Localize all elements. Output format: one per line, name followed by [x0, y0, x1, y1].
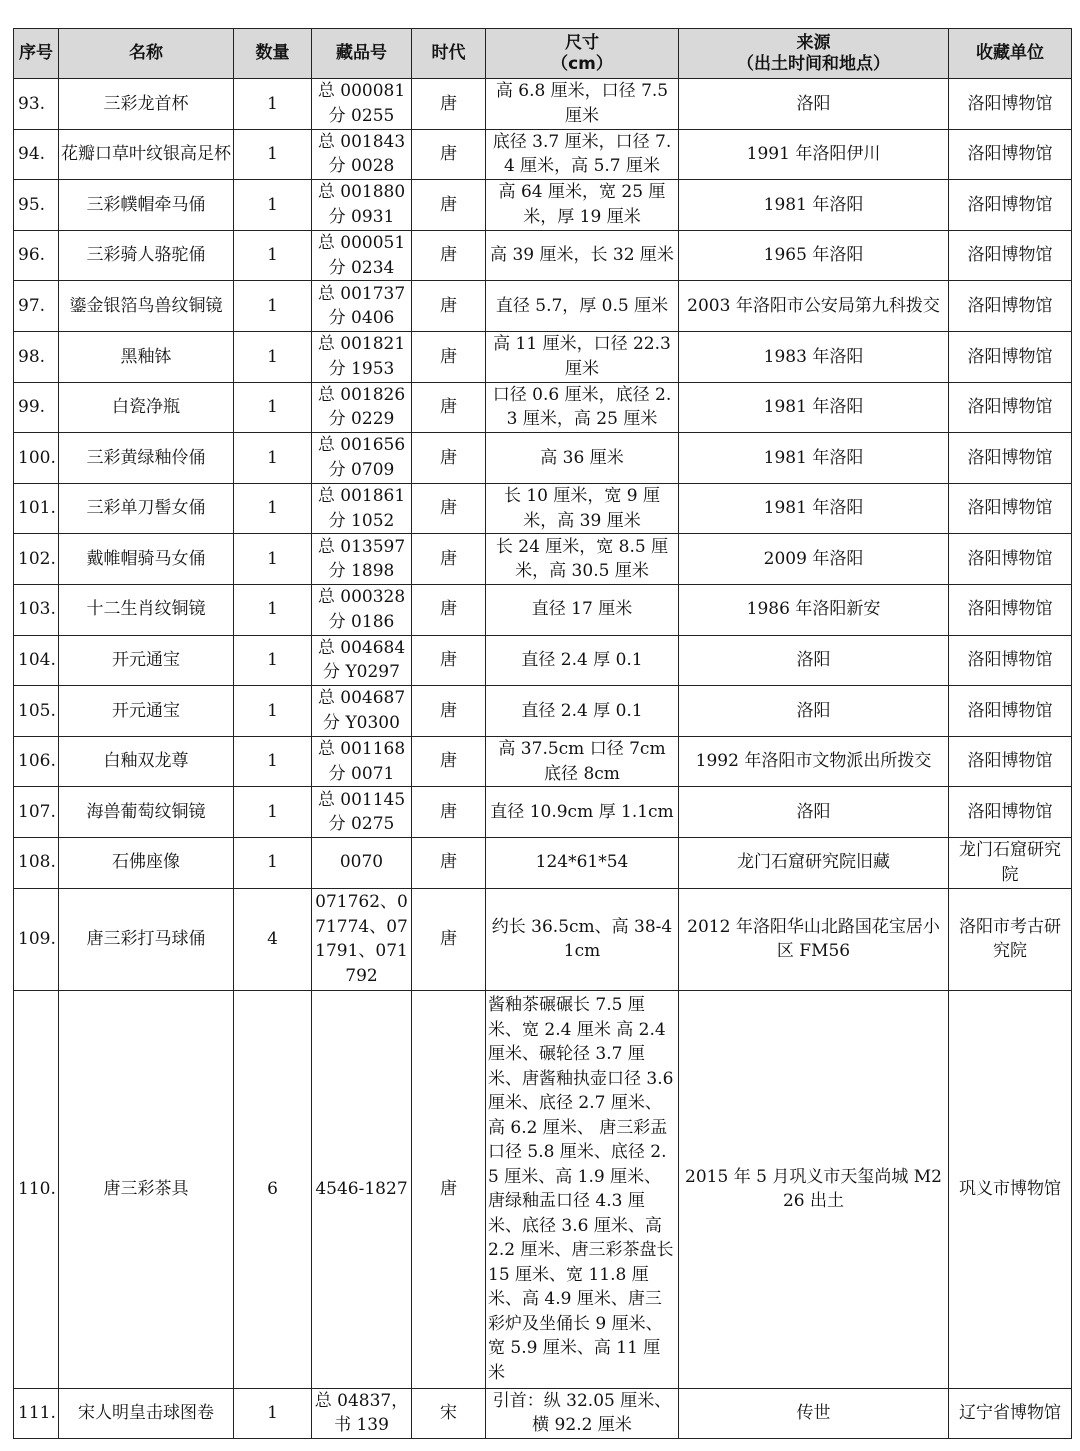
header-size-unit: （cm）: [551, 53, 613, 74]
cell-owner: 洛阳博物馆: [949, 433, 1072, 484]
header-size-label: 尺寸: [565, 32, 599, 53]
cell-index: 107.: [14, 787, 59, 838]
cell-owner: 洛阳博物馆: [949, 686, 1072, 737]
cell-name: 宋人明皇击球图卷: [59, 1388, 234, 1439]
cell-source: 1986 年洛阳新安: [679, 584, 949, 635]
header-name: 名称: [59, 29, 234, 79]
cell-owner: 洛阳博物馆: [949, 382, 1072, 433]
cell-qty: 1: [234, 635, 312, 686]
table-row: [14, 1388, 1072, 1439]
cell-era: 唐: [412, 787, 486, 838]
cell-source: 2015 年 5 月巩义市天玺尚城 M226 出土: [679, 990, 949, 1388]
cell-name: 石佛座像: [59, 837, 234, 888]
table-row: [14, 281, 1072, 332]
table-header-row: [14, 29, 1072, 79]
cell-name: 三彩黄绿釉伶俑: [59, 433, 234, 484]
cell-index: 95.: [14, 180, 59, 231]
table-row: [14, 635, 1072, 686]
header-owner: 收藏单位: [949, 29, 1072, 79]
cell-qty: 1: [234, 382, 312, 433]
table-row: [14, 382, 1072, 433]
cell-catalog: 总 001843 分 0028: [312, 129, 412, 180]
cell-era: 宋: [412, 1388, 486, 1439]
cell-source: 洛阳: [679, 79, 949, 130]
cell-source: 1965 年洛阳: [679, 230, 949, 281]
cell-index: 108.: [14, 837, 59, 888]
cell-index: 102.: [14, 534, 59, 585]
table-row: [14, 686, 1072, 737]
cell-era: 唐: [412, 990, 486, 1388]
cell-size: 底径 3.7 厘米，口径 7.4 厘米，高 5.7 厘米: [486, 129, 679, 180]
cell-catalog: 总 001656 分 0709: [312, 433, 412, 484]
table-row: [14, 990, 1072, 1388]
cell-name: 三彩龙首杯: [59, 79, 234, 130]
table-row: [14, 837, 1072, 888]
cell-qty: 1: [234, 433, 312, 484]
cell-owner: 洛阳博物馆: [949, 584, 1072, 635]
table-row: [14, 483, 1072, 534]
cell-era: 唐: [412, 331, 486, 382]
cell-owner: 辽宁省博物馆: [949, 1388, 1072, 1439]
cell-source: 1983 年洛阳: [679, 331, 949, 382]
cell-era: 唐: [412, 281, 486, 332]
cell-source: 传世: [679, 1388, 949, 1439]
cell-index: 96.: [14, 230, 59, 281]
cell-source: 1981 年洛阳: [679, 433, 949, 484]
header-size: [486, 29, 679, 79]
cell-era: 唐: [412, 79, 486, 130]
cell-name: 十二生肖纹铜镜: [59, 584, 234, 635]
table-row: [14, 534, 1072, 585]
cell-owner: 洛阳博物馆: [949, 736, 1072, 787]
cell-name: 戴帷帽骑马女俑: [59, 534, 234, 585]
cell-catalog: 0070: [312, 837, 412, 888]
cell-catalog: 总 001168 分 0071: [312, 736, 412, 787]
cell-catalog: 总 001880 分 0931: [312, 180, 412, 231]
cell-qty: 1: [234, 281, 312, 332]
cell-size: 高 39 厘米，长 32 厘米: [486, 230, 679, 281]
cell-name: 三彩骑人骆驼俑: [59, 230, 234, 281]
cell-name: 鎏金银箔鸟兽纹铜镜: [59, 281, 234, 332]
cell-era: 唐: [412, 483, 486, 534]
cell-qty: 1: [234, 736, 312, 787]
cell-catalog: 总 001826 分 0229: [312, 382, 412, 433]
cell-size: 高 64 厘米，宽 25 厘米，厚 19 厘米: [486, 180, 679, 231]
relics-table: [13, 28, 1072, 1439]
cell-era: 唐: [412, 382, 486, 433]
cell-catalog: 4546-1827: [312, 990, 412, 1388]
cell-name: 开元通宝: [59, 686, 234, 737]
cell-catalog: 总 004687 分 Y0300: [312, 686, 412, 737]
cell-source: 2003 年洛阳市公安局第九科拨交: [679, 281, 949, 332]
cell-era: 唐: [412, 534, 486, 585]
cell-qty: 1: [234, 787, 312, 838]
cell-size: 酱釉茶碾碾长 7.5 厘米、宽 2.4 厘米 高 2.4 厘米、碾轮径 3.7 厘米、唐酱釉执壶口径 3.6 厘米、底径 2.7 厘米、 高 6.2 厘米、 唐三彩盂口径 5.8 厘米、底径 2.5 厘米、高 1.9 厘米、唐绿釉盂口径 4.3 厘米、底径 3.6 厘米、高 2.2 厘米、唐三彩茶盘长 15 厘米、宽 11.8 厘米、高 4.9 厘米、唐三彩炉及坐俑长 9 厘米、宽 5.9 厘米、高 11 厘米: [486, 990, 679, 1388]
cell-era: 唐: [412, 129, 486, 180]
cell-qty: 1: [234, 837, 312, 888]
cell-qty: 1: [234, 180, 312, 231]
cell-index: 110.: [14, 990, 59, 1388]
cell-size: 直径 5.7，厚 0.5 厘米: [486, 281, 679, 332]
cell-catalog: 总 001737 分 0406: [312, 281, 412, 332]
cell-size: 引首：纵 32.05 厘米、横 92.2 厘米: [486, 1388, 679, 1439]
cell-era: 唐: [412, 888, 486, 990]
cell-source: 1981 年洛阳: [679, 382, 949, 433]
cell-owner: 洛阳市考古研究院: [949, 888, 1072, 990]
cell-name: 白釉双龙尊: [59, 736, 234, 787]
header-source-label: 来源: [796, 32, 831, 53]
cell-name: 唐三彩打马球俑: [59, 888, 234, 990]
cell-size: 124*61*54: [486, 837, 679, 888]
table-row: [14, 433, 1072, 484]
cell-qty: 1: [234, 79, 312, 130]
table-row: [14, 79, 1072, 130]
cell-catalog: 总 013597 分 1898: [312, 534, 412, 585]
cell-catalog: 071762、071774、071791、071792: [312, 888, 412, 990]
cell-era: 唐: [412, 686, 486, 737]
table-row: [14, 331, 1072, 382]
cell-source: 1981 年洛阳: [679, 483, 949, 534]
cell-index: 98.: [14, 331, 59, 382]
cell-name: 黑釉钵: [59, 331, 234, 382]
cell-size: 高 36 厘米: [486, 433, 679, 484]
cell-source: 2009 年洛阳: [679, 534, 949, 585]
header-era: 时代: [412, 29, 486, 79]
cell-owner: 巩义市博物馆: [949, 990, 1072, 1388]
cell-index: 106.: [14, 736, 59, 787]
cell-source: 2012 年洛阳华山北路国花宝居小区 FM56: [679, 888, 949, 990]
cell-index: 99.: [14, 382, 59, 433]
cell-owner: 洛阳博物馆: [949, 129, 1072, 180]
header-source: [679, 29, 949, 79]
cell-catalog: 总 000051 分 0234: [312, 230, 412, 281]
cell-name: 花瓣口草叶纹银高足杯: [59, 129, 234, 180]
table-row: [14, 584, 1072, 635]
cell-owner: 洛阳博物馆: [949, 635, 1072, 686]
cell-owner: 洛阳博物馆: [949, 483, 1072, 534]
cell-era: 唐: [412, 584, 486, 635]
cell-name: 开元通宝: [59, 635, 234, 686]
cell-qty: 1: [234, 129, 312, 180]
header-catalog: 藏品号: [312, 29, 412, 79]
cell-name: 白瓷净瓶: [59, 382, 234, 433]
cell-size: 高 11 厘米，口径 22.3 厘米: [486, 331, 679, 382]
cell-owner: 洛阳博物馆: [949, 180, 1072, 231]
header-qty: 数量: [234, 29, 312, 79]
table-row: [14, 736, 1072, 787]
cell-size: 直径 2.4 厚 0.1: [486, 635, 679, 686]
cell-catalog: 总 000328 分 0186: [312, 584, 412, 635]
cell-index: 105.: [14, 686, 59, 737]
table-row: [14, 888, 1072, 990]
cell-owner: 洛阳博物馆: [949, 787, 1072, 838]
cell-index: 97.: [14, 281, 59, 332]
table-row: [14, 787, 1072, 838]
cell-source: 龙门石窟研究院旧藏: [679, 837, 949, 888]
cell-name: 唐三彩茶具: [59, 990, 234, 1388]
cell-catalog: 总 04837，书 139: [312, 1388, 412, 1439]
cell-owner: 洛阳博物馆: [949, 230, 1072, 281]
cell-source: 洛阳: [679, 635, 949, 686]
cell-index: 100.: [14, 433, 59, 484]
table-row: [14, 180, 1072, 231]
cell-qty: 6: [234, 990, 312, 1388]
cell-size: 长 10 厘米，宽 9 厘米，高 39 厘米: [486, 483, 679, 534]
cell-era: 唐: [412, 837, 486, 888]
cell-catalog: 总 004684 分 Y0297: [312, 635, 412, 686]
cell-qty: 1: [234, 584, 312, 635]
table-row: [14, 230, 1072, 281]
cell-qty: 1: [234, 230, 312, 281]
cell-qty: 1: [234, 483, 312, 534]
cell-owner: 洛阳博物馆: [949, 534, 1072, 585]
cell-owner: 龙门石窟研究院: [949, 837, 1072, 888]
cell-index: 101.: [14, 483, 59, 534]
cell-index: 103.: [14, 584, 59, 635]
cell-name: 海兽葡萄纹铜镜: [59, 787, 234, 838]
cell-name: 三彩幞帽牵马俑: [59, 180, 234, 231]
cell-catalog: 总 000081 分 0255: [312, 79, 412, 130]
cell-size: 高 6.8 厘米，口径 7.5 厘米: [486, 79, 679, 130]
table-row: [14, 129, 1072, 180]
cell-source: 1991 年洛阳伊川: [679, 129, 949, 180]
cell-source: 1992 年洛阳市文物派出所拨交: [679, 736, 949, 787]
header-index: 序号: [14, 29, 59, 79]
cell-size: 高 37.5cm 口径 7cm 底径 8cm: [486, 736, 679, 787]
cell-size: 约长 36.5cm、高 38-41cm: [486, 888, 679, 990]
cell-qty: 1: [234, 1388, 312, 1439]
cell-source: 1981 年洛阳: [679, 180, 949, 231]
cell-size: 直径 10.9cm 厚 1.1cm: [486, 787, 679, 838]
cell-qty: 4: [234, 888, 312, 990]
cell-index: 104.: [14, 635, 59, 686]
cell-era: 唐: [412, 180, 486, 231]
cell-name: 三彩单刀髻女俑: [59, 483, 234, 534]
cell-era: 唐: [412, 736, 486, 787]
cell-index: 109.: [14, 888, 59, 990]
cell-catalog: 总 001145 分 0275: [312, 787, 412, 838]
cell-qty: 1: [234, 331, 312, 382]
cell-size: 直径 17 厘米: [486, 584, 679, 635]
cell-catalog: 总 001821 分 1953: [312, 331, 412, 382]
cell-owner: 洛阳博物馆: [949, 331, 1072, 382]
cell-size: 直径 2.4 厚 0.1: [486, 686, 679, 737]
header-source-sub: （出土时间和地点）: [737, 53, 890, 74]
cell-qty: 1: [234, 534, 312, 585]
relics-list-page: [13, 28, 1071, 1439]
cell-catalog: 总 001861 分 1052: [312, 483, 412, 534]
cell-era: 唐: [412, 230, 486, 281]
cell-qty: 1: [234, 686, 312, 737]
cell-size: 长 24 厘米，宽 8.5 厘米，高 30.5 厘米: [486, 534, 679, 585]
cell-index: 94.: [14, 129, 59, 180]
cell-size: 口径 0.6 厘米，底径 2.3 厘米，高 25 厘米: [486, 382, 679, 433]
cell-index: 111.: [14, 1388, 59, 1439]
cell-era: 唐: [412, 635, 486, 686]
cell-owner: 洛阳博物馆: [949, 281, 1072, 332]
cell-source: 洛阳: [679, 686, 949, 737]
cell-index: 93.: [14, 79, 59, 130]
cell-era: 唐: [412, 433, 486, 484]
cell-source: 洛阳: [679, 787, 949, 838]
cell-owner: 洛阳博物馆: [949, 79, 1072, 130]
